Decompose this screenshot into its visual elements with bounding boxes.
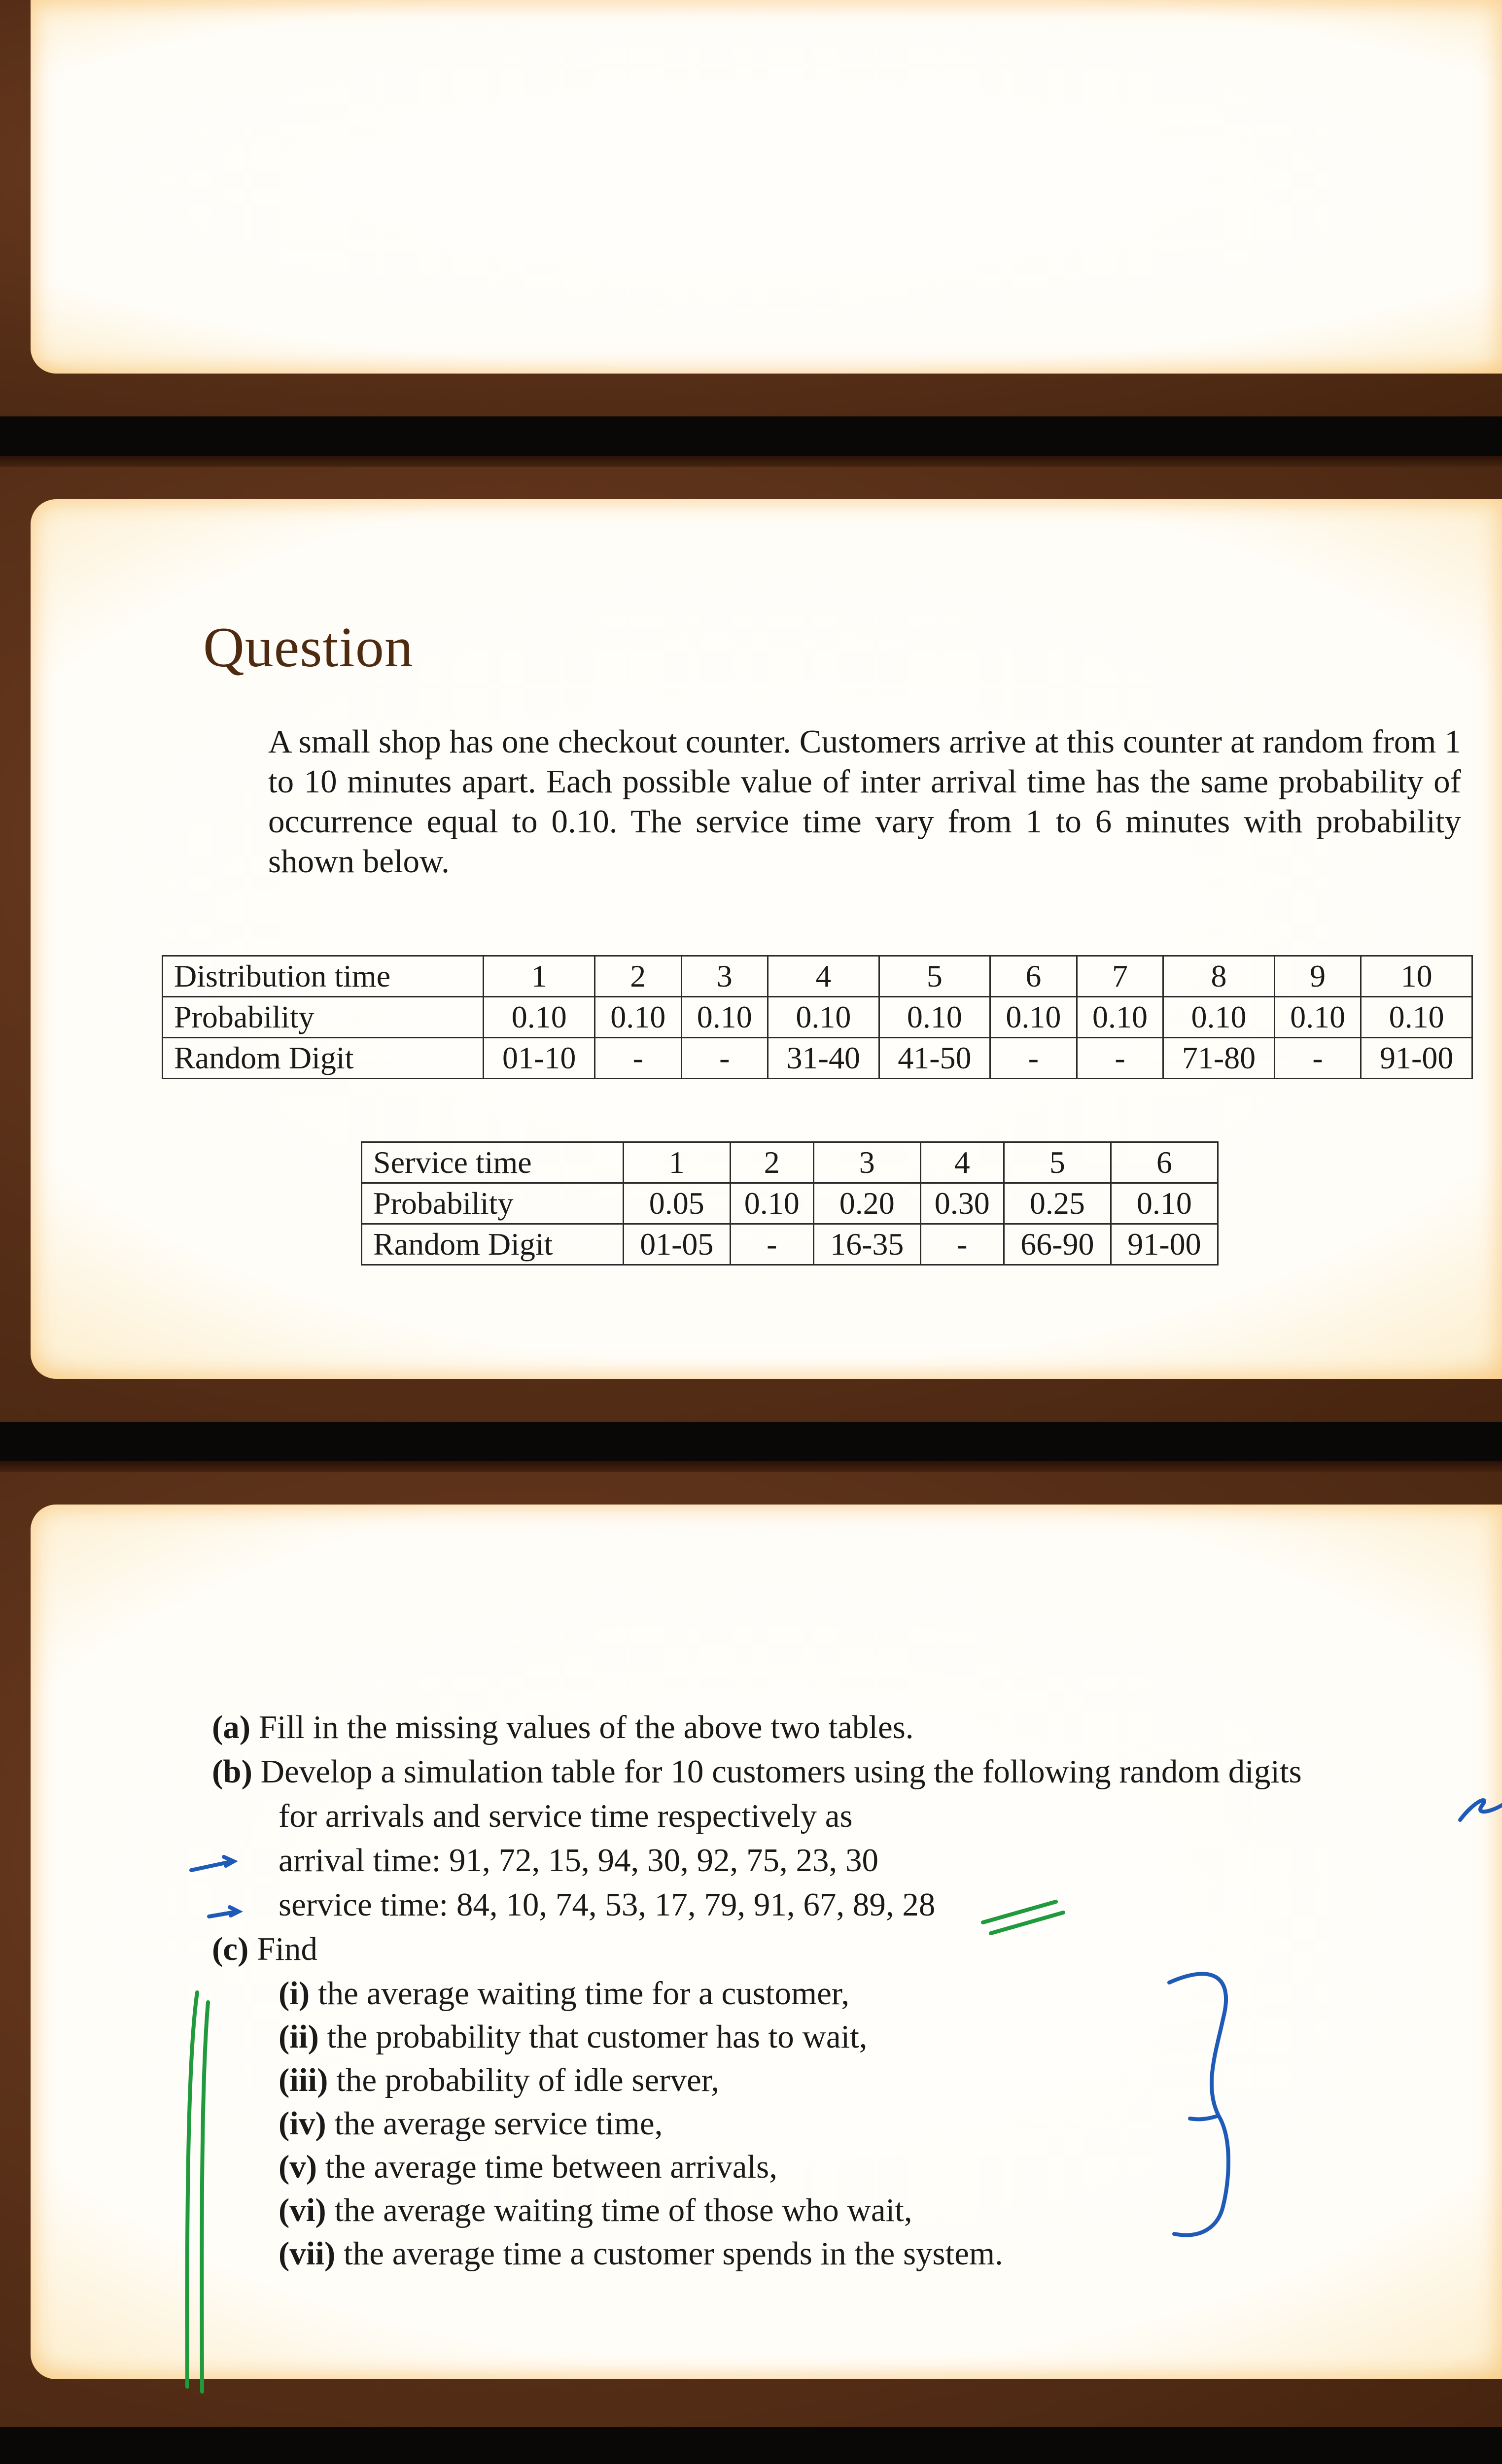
table-cell: 5 bbox=[879, 956, 990, 997]
table-cell: 10 bbox=[1361, 956, 1472, 997]
table-row bbox=[362, 1142, 1218, 1183]
item-number: (ii) bbox=[279, 2019, 319, 2055]
service-time-table bbox=[361, 1141, 1219, 1266]
table-cell: 01-05 bbox=[623, 1224, 730, 1265]
table-row bbox=[362, 1183, 1218, 1224]
slide-2 bbox=[31, 499, 1502, 1379]
table-cell: - bbox=[730, 1224, 813, 1265]
table-cell: 0.10 bbox=[990, 997, 1077, 1038]
table-cell: - bbox=[1274, 1038, 1361, 1079]
slide-frame-3 bbox=[0, 1461, 1502, 2427]
table-cell: 01-10 bbox=[484, 1038, 595, 1079]
part-b-text: Develop a simulation table for 10 customers using the following random digits bbox=[260, 1753, 1302, 1790]
table-cell: 0.10 bbox=[1163, 997, 1275, 1038]
table-cell: 3 bbox=[813, 1142, 920, 1183]
part-b-label: (b) bbox=[212, 1753, 252, 1790]
table-cell: 7 bbox=[1077, 956, 1163, 997]
slide-2-title: Question bbox=[203, 616, 414, 679]
table-cell: 0.10 bbox=[1077, 997, 1163, 1038]
item-text: the average waiting time of those who wait, bbox=[334, 2192, 912, 2228]
table-cell: 0.10 bbox=[768, 997, 879, 1038]
row-label: Random Digit bbox=[362, 1224, 624, 1265]
table-cell: 2 bbox=[594, 956, 681, 997]
blue-arrow-mark bbox=[209, 1907, 239, 1916]
item-text: the average waiting time for a customer, bbox=[318, 1975, 850, 2012]
row-label: Distribution time bbox=[163, 956, 484, 997]
part-c-text: Find bbox=[257, 1931, 318, 1967]
table-cell: 16-35 bbox=[813, 1224, 920, 1265]
table-cell: 3 bbox=[681, 956, 768, 997]
table-cell: 0.10 bbox=[1361, 997, 1472, 1038]
green-bracket-mark bbox=[187, 1992, 208, 2392]
blue-squiggle-mark bbox=[1460, 1800, 1502, 1820]
slide-frame-2 bbox=[0, 456, 1502, 1422]
table-cell: - bbox=[594, 1038, 681, 1079]
table-cell: 0.25 bbox=[1004, 1183, 1111, 1224]
row-label: Random Digit bbox=[163, 1038, 484, 1079]
table-cell: 1 bbox=[484, 956, 595, 997]
table-row bbox=[362, 1224, 1218, 1265]
green-double-slash bbox=[983, 1902, 1063, 1933]
table-cell: - bbox=[1077, 1038, 1163, 1079]
table-cell: 9 bbox=[1274, 956, 1361, 997]
handwritten-annotations bbox=[31, 1505, 1502, 2379]
table-cell: 0.20 bbox=[813, 1183, 920, 1224]
table-cell: 1 bbox=[623, 1142, 730, 1183]
row-label: Probability bbox=[362, 1183, 624, 1224]
table-cell: 0.10 bbox=[879, 997, 990, 1038]
table-cell: 0.10 bbox=[681, 997, 768, 1038]
table-cell: 0.10 bbox=[730, 1183, 813, 1224]
slide-frame-1 bbox=[0, 0, 1502, 416]
table-cell: 71-80 bbox=[1163, 1038, 1275, 1079]
table-cell: 0.10 bbox=[594, 997, 681, 1038]
blue-brace-mark bbox=[1169, 1974, 1228, 2235]
slide-3 bbox=[31, 1505, 1502, 2379]
table-row bbox=[163, 1038, 1472, 1079]
item-text: the average time a customer spends in the system. bbox=[344, 2235, 1003, 2272]
table-cell: 66-90 bbox=[1004, 1224, 1111, 1265]
item-number: (i) bbox=[279, 1975, 310, 2012]
item-text: the probability that customer has to wait, bbox=[327, 2019, 868, 2055]
table-cell: 5 bbox=[1004, 1142, 1111, 1183]
item-text: the average service time, bbox=[334, 2105, 663, 2142]
service-digits: service time: 84, 10, 74, 53, 17, 79, 91, 67, 89, 28 bbox=[279, 1886, 936, 1923]
part-c-label: (c) bbox=[212, 1931, 249, 1967]
arrival-distribution-table bbox=[162, 955, 1473, 1079]
table-cell: 0.10 bbox=[1274, 997, 1361, 1038]
table-cell: - bbox=[681, 1038, 768, 1079]
item-number: (iv) bbox=[279, 2105, 326, 2142]
slide-1 bbox=[31, 0, 1502, 374]
table-row bbox=[163, 997, 1472, 1038]
table-cell: 6 bbox=[990, 956, 1077, 997]
table-cell: - bbox=[990, 1038, 1077, 1079]
table-cell: 8 bbox=[1163, 956, 1275, 997]
table-cell: 4 bbox=[920, 1142, 1004, 1183]
table-cell: 41-50 bbox=[879, 1038, 990, 1079]
table-cell: 0.05 bbox=[623, 1183, 730, 1224]
arrival-digits: arrival time: 91, 72, 15, 94, 30, 92, 75, 23, 30 bbox=[279, 1842, 879, 1879]
part-b-continued: for arrivals and service time respectively as bbox=[279, 1798, 853, 1834]
table-cell: 31-40 bbox=[768, 1038, 879, 1079]
item-text: the probability of idle server, bbox=[336, 2062, 720, 2098]
table-cell: - bbox=[920, 1224, 1004, 1265]
table-cell: 0.10 bbox=[484, 997, 595, 1038]
table-cell: 91-00 bbox=[1111, 1224, 1218, 1265]
item-number: (vii) bbox=[279, 2235, 336, 2272]
item-number: (iii) bbox=[279, 2062, 328, 2098]
table-cell: 6 bbox=[1111, 1142, 1218, 1183]
item-number: (vi) bbox=[279, 2192, 326, 2228]
table-row bbox=[163, 956, 1472, 997]
table-cell: 0.30 bbox=[920, 1183, 1004, 1224]
item-text: the average time between arrivals, bbox=[325, 2149, 777, 2185]
blue-arrow-mark bbox=[191, 1857, 234, 1870]
table-cell: 0.10 bbox=[1111, 1183, 1218, 1224]
row-label: Probability bbox=[163, 997, 484, 1038]
table-cell: 2 bbox=[730, 1142, 813, 1183]
part-a-text: Fill in the missing values of the above two tables. bbox=[258, 1709, 914, 1745]
question-paragraph: A small shop has one checkout counter. Customers arrive at this counter at random from 1 to 10 minutes apart. Each possible value of inter arrival time has the same probability of occurrence equal to 0.10. The service time vary from 1 to 6 minutes with probability shown below. bbox=[268, 723, 1461, 880]
row-label: Service time bbox=[362, 1142, 624, 1183]
item-number: (v) bbox=[279, 2149, 317, 2185]
part-a-label: (a) bbox=[212, 1709, 251, 1745]
table-cell: 4 bbox=[768, 956, 879, 997]
table-cell: 91-00 bbox=[1361, 1038, 1472, 1079]
